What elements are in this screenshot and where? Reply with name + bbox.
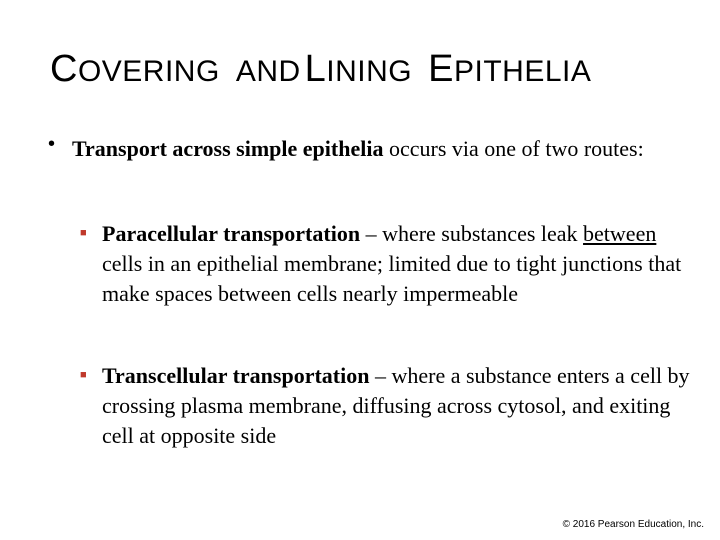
title-word-and: AND: [235, 55, 301, 88]
subbullet-transcellular: [102, 361, 692, 451]
square-bullet-icon: ■: [80, 369, 87, 381]
subbullet-paracellular-underlined: between: [583, 221, 657, 246]
copyright-footer: © 2016 Pearson Education, Inc.: [562, 519, 704, 530]
title-word-lining: INING: [326, 55, 413, 88]
main-bullet-bold: Transport across simple epithelia: [72, 136, 384, 161]
main-bullet-text: [72, 133, 692, 164]
subbullet-paracellular-bold: Paracellular transportation: [102, 221, 361, 246]
subbullet-transcellular-bold: Transcellular transportation: [102, 363, 370, 388]
subbullet-transcellular-rest: – where a substance enters a cell by crossing plasma membrane, diffusing across cytosol, and exiting cell at opposite side: [102, 363, 690, 448]
slide-title: [50, 42, 690, 99]
bullet-dot-icon: •: [48, 133, 56, 155]
title-initial-c: C: [50, 48, 78, 90]
subbullet-paracellular-dash: – where substances leak: [360, 221, 584, 246]
title-word-epithelia: PITHELIA: [454, 55, 592, 88]
subbullet-paracellular: [102, 219, 692, 309]
title-initial-e: E: [428, 48, 454, 90]
subbullet-paracellular-rest: cells in an epithelial membrane; limited due to tight junctions that make spaces between cells nearly impermeable: [102, 251, 682, 306]
title-word-covering: OVERING: [77, 55, 220, 88]
title-initial-l: L: [304, 48, 327, 90]
main-bullet-rest: occurs via one of two routes:: [383, 136, 644, 161]
square-bullet-icon: ■: [80, 227, 87, 239]
